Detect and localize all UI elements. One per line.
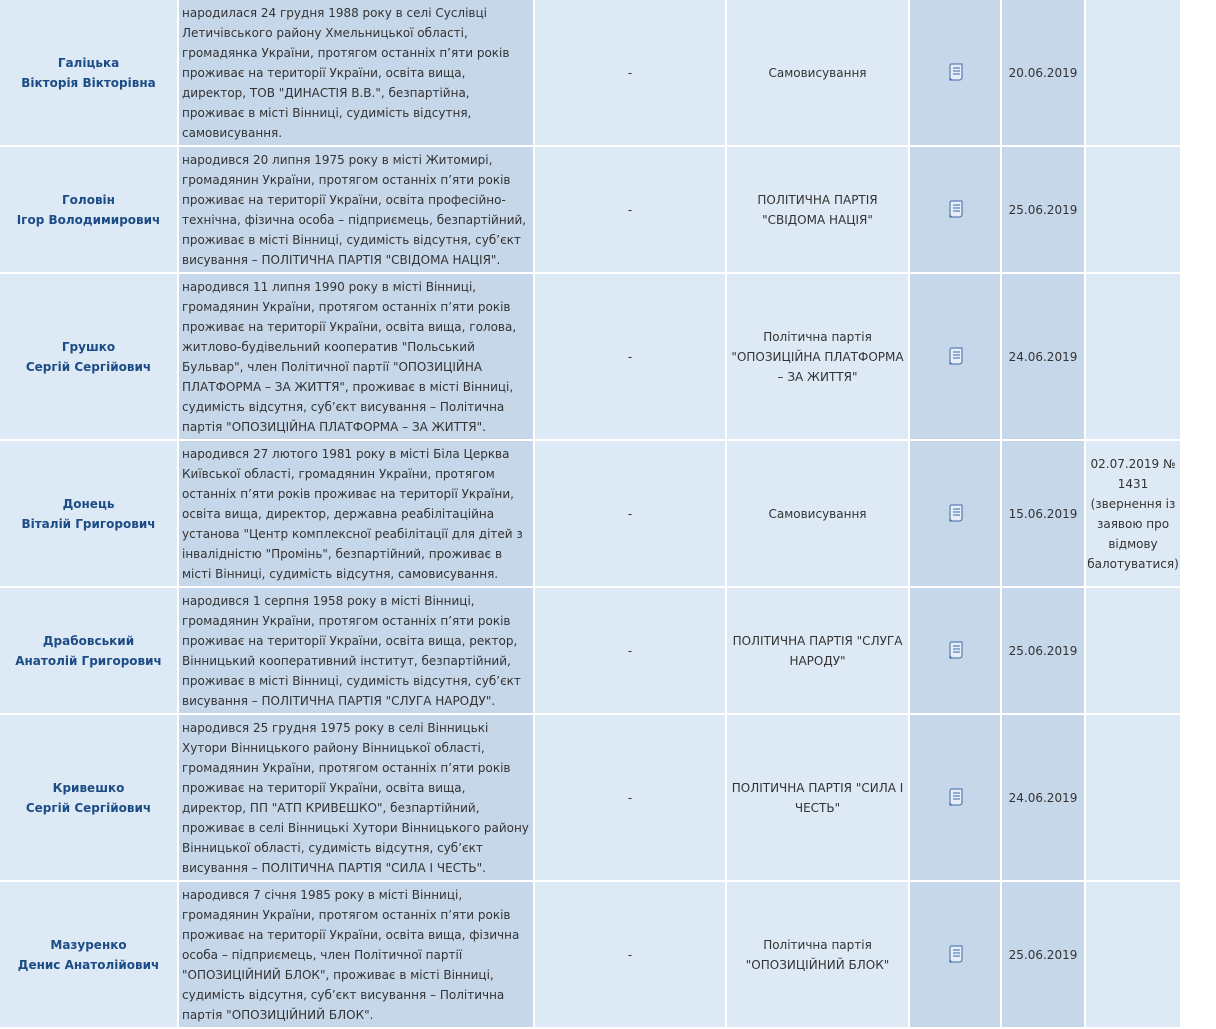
- document-link-cell: [910, 588, 1000, 713]
- document-icon[interactable]: [948, 347, 962, 364]
- registration-date-cell: 15.06.2019: [1002, 441, 1084, 586]
- empty-value-cell: -: [535, 715, 725, 880]
- empty-value-cell: -: [535, 882, 725, 1027]
- note-cell: 02.07.2019 № 1431 (звернення із заявою про відмову балотуватися): [1086, 441, 1180, 586]
- registration-date-cell: 20.06.2019: [1002, 0, 1084, 145]
- candidate-surname: Грушко: [61, 339, 116, 354]
- candidate-surname: Кривешко: [52, 780, 125, 795]
- candidate-bio-cell: народився 20 липня 1975 року в місті Житомирі, громадянин України, протягом останніх п’яти років проживає на території України, освіта професійно-технічна, фізична особа – підприємець, безпартійний, проживає в місті Вінниці, судимість відсутня, суб’єкт висування – ПОЛІТИЧНА ПАРТІЯ "СВІДОМА НАЦІЯ".: [179, 147, 533, 272]
- candidate-given-names: Денис Анатолійович: [17, 957, 160, 972]
- note-cell: [1086, 882, 1180, 1027]
- candidate-given-names: Вікторія Вікторівна: [21, 75, 156, 90]
- note-cell: [1086, 588, 1180, 713]
- candidate-given-names: Сергій Сергійович: [25, 800, 152, 815]
- empty-value-cell: -: [535, 274, 725, 439]
- table-row: [0, 588, 1180, 713]
- empty-value-cell: -: [535, 147, 725, 272]
- document-icon[interactable]: [948, 641, 962, 658]
- note-cell: [1086, 715, 1180, 880]
- candidate-bio-cell: народився 7 січня 1985 року в місті Вінниці, громадянин України, протягом останніх п’яти років проживає на території України, освіта вища, фізична особа – підприємець, член Політичної партії "ОПОЗИЦІЙНИЙ БЛОК", проживає в місті Вінниці, судимість відсутня, суб’єкт висування – Політична партія "ОПОЗИЦІЙНИЙ БЛОК".: [179, 882, 533, 1027]
- document-link-cell: [910, 0, 1000, 145]
- candidate-name-cell: [0, 882, 177, 1027]
- document-icon[interactable]: [948, 504, 962, 521]
- nominating-subject-cell: Політична партія "ОПОЗИЦІЙНА ПЛАТФОРМА – ЗА ЖИТТЯ": [727, 274, 908, 439]
- candidate-name-cell: [0, 0, 177, 145]
- candidate-surname: Головін: [62, 192, 115, 207]
- document-icon[interactable]: [948, 788, 962, 805]
- document-link-cell: [910, 882, 1000, 1027]
- table-row: [0, 0, 1180, 145]
- registration-date-cell: 25.06.2019: [1002, 147, 1084, 272]
- registration-date-cell: 24.06.2019: [1002, 274, 1084, 439]
- candidate-surname: Драбовський: [42, 633, 135, 648]
- table-row: [0, 882, 1180, 1027]
- table-row: [0, 715, 1180, 880]
- empty-value-cell: -: [535, 441, 725, 586]
- nominating-subject-cell: Самовисування: [727, 0, 908, 145]
- document-link-cell: [910, 441, 1000, 586]
- note-cell: [1086, 0, 1180, 145]
- candidate-given-names: Сергій Сергійович: [25, 359, 152, 374]
- candidate-bio-cell: народився 27 лютого 1981 року в місті Біла Церква Київської області, громадянин України, протягом останніх п’яти років проживає на території України, освіта вища, директор, державна реабілітаційна установа "Центр комплексної реабілітації для дітей з інвалідністю "Промінь", безпартійний, проживає в місті Вінниці, судимість відсутня, самовисування.: [179, 441, 533, 586]
- candidate-name-cell: [0, 274, 177, 439]
- table-row: [0, 441, 1180, 586]
- document-link-cell: [910, 147, 1000, 272]
- candidate-surname: Донець: [62, 496, 115, 511]
- nominating-subject-cell: Самовисування: [727, 441, 908, 586]
- candidate-surname: Мазуренко: [50, 937, 127, 952]
- document-icon[interactable]: [948, 63, 962, 80]
- candidate-given-names: Віталій Григорович: [21, 516, 156, 531]
- nominating-subject-cell: Політична партія "ОПОЗИЦІЙНИЙ БЛОК": [727, 882, 908, 1027]
- nominating-subject-cell: ПОЛІТИЧНА ПАРТІЯ "СВІДОМА НАЦІЯ": [727, 147, 908, 272]
- candidate-name-cell: [0, 441, 177, 586]
- registration-date-cell: 24.06.2019: [1002, 715, 1084, 880]
- candidate-bio-cell: народився 1 серпня 1958 року в місті Вінниці, громадянин України, протягом останніх п’яти років проживає на території України, освіта вища, ректор, Вінницький кооперативний інститут, безпартійний, проживає в місті Вінниці, судимість відсутня, суб’єкт висування – ПОЛІТИЧНА ПАРТІЯ "СЛУГА НАРОДУ".: [179, 588, 533, 713]
- candidate-given-names: Ігор Володимирович: [16, 212, 161, 227]
- registration-date-cell: 25.06.2019: [1002, 882, 1084, 1027]
- document-icon[interactable]: [948, 945, 962, 962]
- candidate-given-names: Анатолій Григорович: [15, 653, 162, 668]
- document-link-cell: [910, 274, 1000, 439]
- candidate-name-cell: [0, 147, 177, 272]
- empty-value-cell: -: [535, 0, 725, 145]
- table-row: [0, 147, 1180, 272]
- document-link-cell: [910, 715, 1000, 880]
- document-icon[interactable]: [948, 200, 962, 217]
- candidate-bio-cell: народилася 24 грудня 1988 року в селі Суслівці Летичівського району Хмельницької області, громадянка України, протягом останніх п’яти років проживає на території України, освіта вища, директор, ТОВ "ДИНАСТІЯ В.В.", безпартійна, проживає в місті Вінниці, судимість відсутня, самовисування.: [179, 0, 533, 145]
- registration-date-cell: 25.06.2019: [1002, 588, 1084, 713]
- candidate-name-cell: [0, 715, 177, 880]
- empty-value-cell: -: [535, 588, 725, 713]
- note-cell: [1086, 147, 1180, 272]
- candidate-bio-cell: народився 25 грудня 1975 року в селі Вінницькі Хутори Вінницького району Вінницької області, громадянин України, протягом останніх п’яти років проживає на території України, освіта вища, директор, ПП "АТП КРИВЕШКО", безпартійний, проживає в селі Вінницькі Хутори Вінницького району Вінницької області, судимість відсутня, суб’єкт висування – ПОЛІТИЧНА ПАРТІЯ "СИЛА І ЧЕСТЬ".: [179, 715, 533, 880]
- note-cell: [1086, 274, 1180, 439]
- nominating-subject-cell: ПОЛІТИЧНА ПАРТІЯ "СИЛА І ЧЕСТЬ": [727, 715, 908, 880]
- table-row: [0, 274, 1180, 439]
- candidate-name-cell: [0, 588, 177, 713]
- candidate-bio-cell: народився 11 липня 1990 року в місті Вінниці, громадянин України, протягом останніх п’яти років проживає на території України, освіта вища, голова, житлово-будівельний кооператив "Польський Бульвар", член Політичної партії "ОПОЗИЦІЙНА ПЛАТФОРМА – ЗА ЖИТТЯ", проживає в місті Вінниці, судимість відсутня, суб’єкт висування – Політична партія "ОПОЗИЦІЙНА ПЛАТФОРМА – ЗА ЖИТТЯ".: [179, 274, 533, 439]
- nominating-subject-cell: ПОЛІТИЧНА ПАРТІЯ "СЛУГА НАРОДУ": [727, 588, 908, 713]
- candidate-surname: Галіцька: [57, 55, 120, 70]
